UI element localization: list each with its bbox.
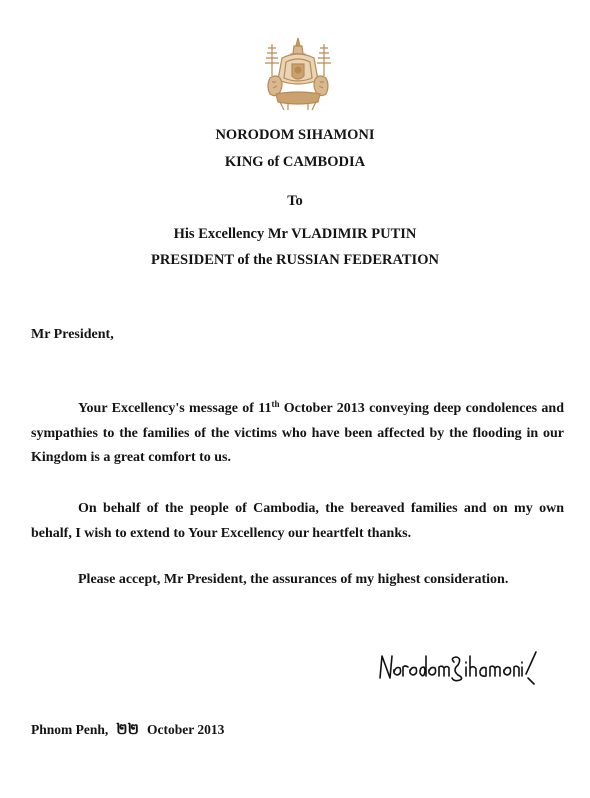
paragraph-1-part1: Your Excellency's message of 11 (78, 401, 272, 416)
salutation: Mr President, (31, 327, 114, 342)
to-label: To (287, 193, 303, 209)
royal-arms-of-cambodia-icon (258, 36, 338, 112)
paragraph-2: On behalf of the people of Cambodia, the bereaved families and on my own behalf, I wish to extend to Your Excellency our heartfelt thanks. (31, 501, 564, 541)
sender-name: NORODOM SIHAMONI (215, 127, 375, 143)
paragraph-3: Please accept, Mr President, the assurances of my highest consideration. (78, 572, 509, 587)
date-day-khmer: ២២ (116, 720, 139, 738)
recipient-name: His Excellency Mr VLADIMIR PUTIN (173, 226, 417, 242)
date-month-year: October 2013 (146, 722, 225, 737)
sender-title: KING of CAMBODIA (224, 154, 366, 170)
paragraph-1-superscript: th (271, 399, 280, 409)
place-and-date (31, 720, 224, 742)
paragraph-1 (31, 397, 564, 471)
paragraph-1-part2: October 2013 conveying deep condolences and sympathies to the families of the victims who have been affected by the flooding in our Kingdom is a great comfort to us. (31, 401, 564, 465)
handwritten-signature (376, 648, 541, 688)
place: Phnom Penh, (31, 722, 109, 737)
recipient-title: PRESIDENT of the RUSSIAN FEDERATION (151, 252, 439, 268)
